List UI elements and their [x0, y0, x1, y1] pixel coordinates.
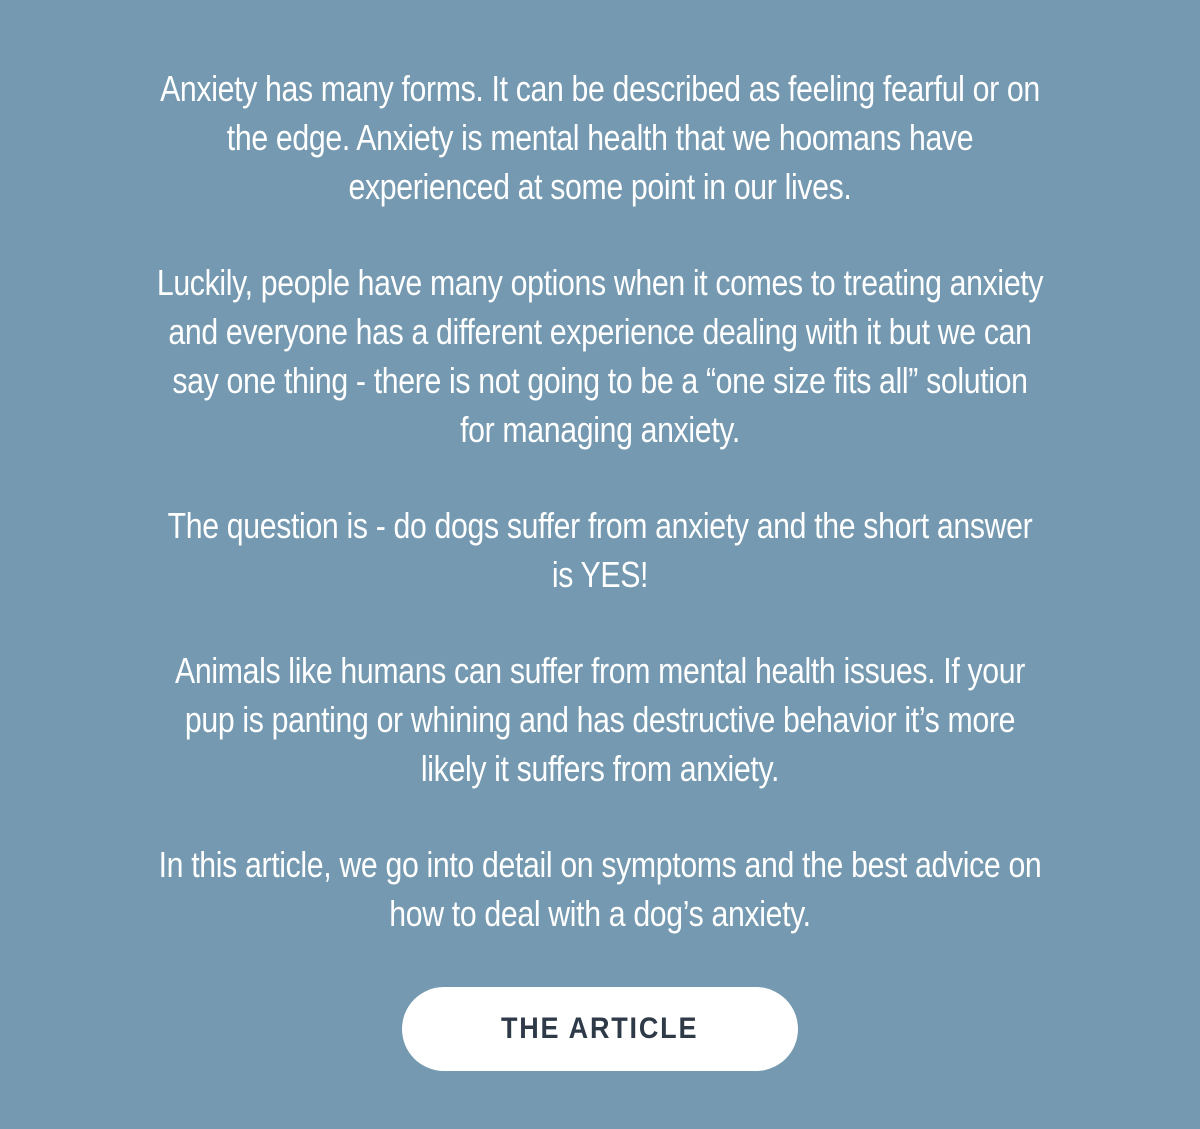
text-line: and everyone has a different experience dealing with it but we can: [168, 311, 1032, 352]
text-line: for managing anxiety.: [460, 409, 740, 450]
text-line: experienced at some point in our lives.: [348, 166, 852, 207]
text-line: say one thing - there is not going to be a “one size fits all” solution: [172, 360, 1028, 401]
text-line: In this article, we go into detail on symptoms and the best advice on: [158, 844, 1042, 885]
article-intro: [138, 64, 1062, 938]
text-line: likely it suffers from anxiety.: [420, 748, 780, 789]
intro-paragraph: [138, 840, 1062, 938]
text-line: Anxiety has many forms. It can be described as feeling fearful or on: [160, 68, 1040, 109]
text-line: is YES!: [551, 554, 649, 595]
text-line: The question is - do dogs suffer from anxiety and the short answer: [167, 505, 1033, 546]
intro-paragraph: [138, 258, 1062, 454]
text-line: how to deal with a dog’s anxiety.: [389, 893, 811, 934]
intro-paragraph: [138, 501, 1062, 599]
text-line: the edge. Anxiety is mental health that we hoomans have: [226, 117, 974, 158]
the-article-button-label: THE ARTICLE: [501, 1012, 699, 1045]
text-line: Animals like humans can suffer from mental health issues. If your: [175, 650, 1025, 691]
text-line: pup is panting or whining and has destructive behavior it’s more: [184, 699, 1016, 740]
intro-paragraph: [138, 646, 1062, 793]
the-article-button[interactable]: [402, 987, 798, 1071]
intro-paragraph: [138, 64, 1062, 211]
text-line: Luckily, people have many options when it comes to treating anxiety: [156, 262, 1044, 303]
